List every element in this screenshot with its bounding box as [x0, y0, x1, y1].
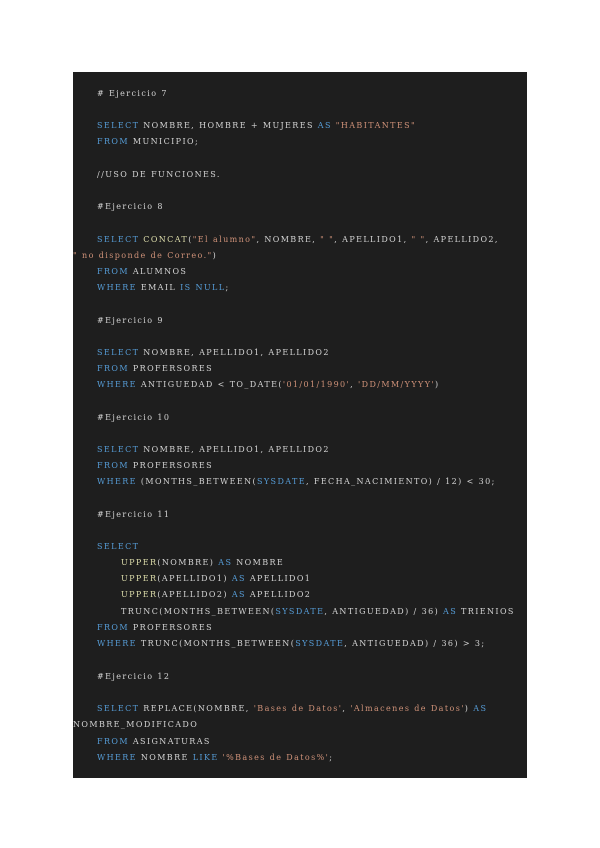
code-text: NOMBRE — [232, 558, 285, 567]
code-line — [73, 718, 198, 732]
code-line — [97, 540, 139, 554]
keyword: FROM — [97, 364, 129, 373]
code-text: , — [350, 380, 359, 389]
keyword: SELECT — [97, 235, 140, 244]
code-line — [97, 265, 187, 279]
keyword: AS — [218, 558, 233, 567]
keyword: SELECT — [97, 542, 140, 551]
code-text: PROFERSORES — [128, 461, 214, 470]
code-text: , APELLIDO1, — [334, 235, 412, 244]
code-text: (APELLIDO1) — [157, 574, 232, 583]
code-text: NOMBRE, HOMBRE + MUJERES — [139, 121, 318, 130]
code-text: (NOMBRE) — [157, 558, 219, 567]
string-literal: '01/01/1990' — [282, 380, 351, 389]
code-text: , FECHA_NACIMIENTO) / 12) < 30; — [305, 477, 496, 486]
comment: #Ejercicio 8 — [97, 202, 164, 211]
keyword: SYSDATE — [257, 477, 306, 486]
comment: #Ejercicio 10 — [97, 413, 171, 422]
keyword: FROM — [97, 623, 129, 632]
code-line — [97, 475, 496, 489]
code-line — [97, 459, 213, 473]
code-line — [97, 135, 199, 149]
code-text: ASIGNATURAS — [128, 737, 211, 746]
keyword: WHERE — [97, 380, 137, 389]
code-text: ) — [464, 704, 474, 713]
keyword: WHERE — [97, 639, 137, 648]
keyword: SYSDATE — [295, 639, 345, 648]
code-line — [97, 200, 164, 214]
code-text: ; — [225, 283, 230, 292]
keyword: SYSDATE — [275, 607, 325, 616]
keyword: FROM — [97, 737, 129, 746]
code-line — [97, 735, 211, 749]
keyword: SELECT — [97, 348, 140, 357]
function-name: CONCAT — [143, 235, 189, 244]
code-text: APELLIDO1 — [245, 574, 312, 583]
code-text: EMAIL — [136, 283, 181, 292]
comment: #Ejercicio 9 — [97, 316, 164, 325]
string-literal: '%Bases de Datos%' — [222, 753, 330, 762]
string-literal: "HABITANTES" — [335, 121, 417, 130]
code-line — [97, 87, 168, 101]
string-literal: " no disponde de Correo." — [73, 251, 213, 260]
string-literal: 'DD/MM/YYYY' — [358, 380, 435, 389]
keyword: LIKE — [192, 753, 219, 762]
keyword: NULL — [195, 283, 226, 292]
code-text: , ANTIGUEDAD) / 36) > 3; — [344, 639, 486, 648]
code-text: REPLACE(NOMBRE, — [139, 704, 254, 713]
code-line — [97, 119, 416, 133]
code-line — [97, 508, 170, 522]
code-text: ALUMNOS — [128, 267, 188, 276]
keyword: FROM — [97, 137, 129, 146]
code-text: , — [342, 704, 351, 713]
string-literal: " " — [411, 235, 426, 244]
keyword: SELECT — [97, 121, 140, 130]
code-text: TRIENIOS — [457, 607, 515, 616]
function-name: UPPER — [121, 590, 158, 599]
keyword: AS — [231, 574, 246, 583]
comment: //USO DE FUNCIONES. — [97, 170, 221, 179]
code-text: APELLIDO2 — [245, 590, 312, 599]
code-line — [97, 346, 330, 360]
code-line — [121, 605, 515, 619]
code-line — [121, 556, 284, 570]
code-line — [97, 670, 170, 684]
keyword: AS — [473, 704, 488, 713]
comment: # Ejercicio 7 — [97, 89, 168, 98]
string-literal: " " — [320, 235, 335, 244]
string-literal: 'Bases de Datos' — [253, 704, 343, 713]
code-line — [121, 572, 311, 586]
code-line — [97, 751, 333, 765]
keyword: FROM — [97, 267, 129, 276]
string-literal: 'Almacenes de Datos' — [350, 704, 465, 713]
code-text: ) — [434, 380, 440, 389]
code-text: , ANTIGUEDAD) / 36) — [324, 607, 444, 616]
keyword: FROM — [97, 461, 129, 470]
comment: #Ejercicio 11 — [97, 510, 171, 519]
code-text: PROFERSORES — [128, 623, 214, 632]
code-panel — [73, 72, 527, 778]
keyword: WHERE — [97, 283, 137, 292]
code-text: (MONTHS_BETWEEN( — [136, 477, 257, 486]
keyword: AS — [443, 607, 458, 616]
keyword: IS — [180, 283, 192, 292]
code-line — [97, 378, 440, 392]
code-line — [97, 411, 170, 425]
keyword: SELECT — [97, 445, 140, 454]
code-text: , NOMBRE, — [256, 235, 321, 244]
code-text: NOMBRE_MODIFICADO — [73, 720, 199, 729]
code-text: ; — [329, 753, 334, 762]
code-text: ANTIGUEDAD < TO_DATE( — [136, 380, 283, 389]
code-text: ) — [212, 251, 218, 260]
code-text: , APELLIDO2, — [425, 235, 499, 244]
code-text: PROFERSORES — [128, 364, 214, 373]
code-line — [97, 621, 213, 635]
code-line — [121, 588, 311, 602]
code-line — [97, 233, 499, 247]
code-line — [73, 249, 217, 263]
keyword: SELECT — [97, 704, 140, 713]
keyword: AS — [317, 121, 332, 130]
keyword: WHERE — [97, 477, 137, 486]
code-line — [97, 702, 487, 716]
code-text: TRUNC(MONTHS_BETWEEN( — [136, 639, 296, 648]
keyword: WHERE — [97, 753, 137, 762]
code-line — [97, 314, 164, 328]
code-text: (APELLIDO2) — [157, 590, 232, 599]
code-line — [97, 362, 213, 376]
function-name: UPPER — [121, 574, 158, 583]
code-text: NOMBRE — [136, 753, 193, 762]
code-line — [97, 443, 330, 457]
comment: #Ejercicio 12 — [97, 672, 171, 681]
code-line — [97, 637, 486, 651]
code-line — [97, 281, 230, 295]
code-text: MUNICIPIO; — [128, 137, 200, 146]
code-line — [97, 168, 221, 182]
code-text: TRUNC(MONTHS_BETWEEN( — [121, 607, 276, 616]
code-text: ( — [188, 235, 193, 244]
code-text: NOMBRE, APELLIDO1, APELLIDO2 — [139, 445, 330, 454]
string-literal: "El alumno" — [192, 235, 257, 244]
code-text: NOMBRE, APELLIDO1, APELLIDO2 — [139, 348, 330, 357]
function-name: UPPER — [121, 558, 158, 567]
keyword: AS — [231, 590, 246, 599]
